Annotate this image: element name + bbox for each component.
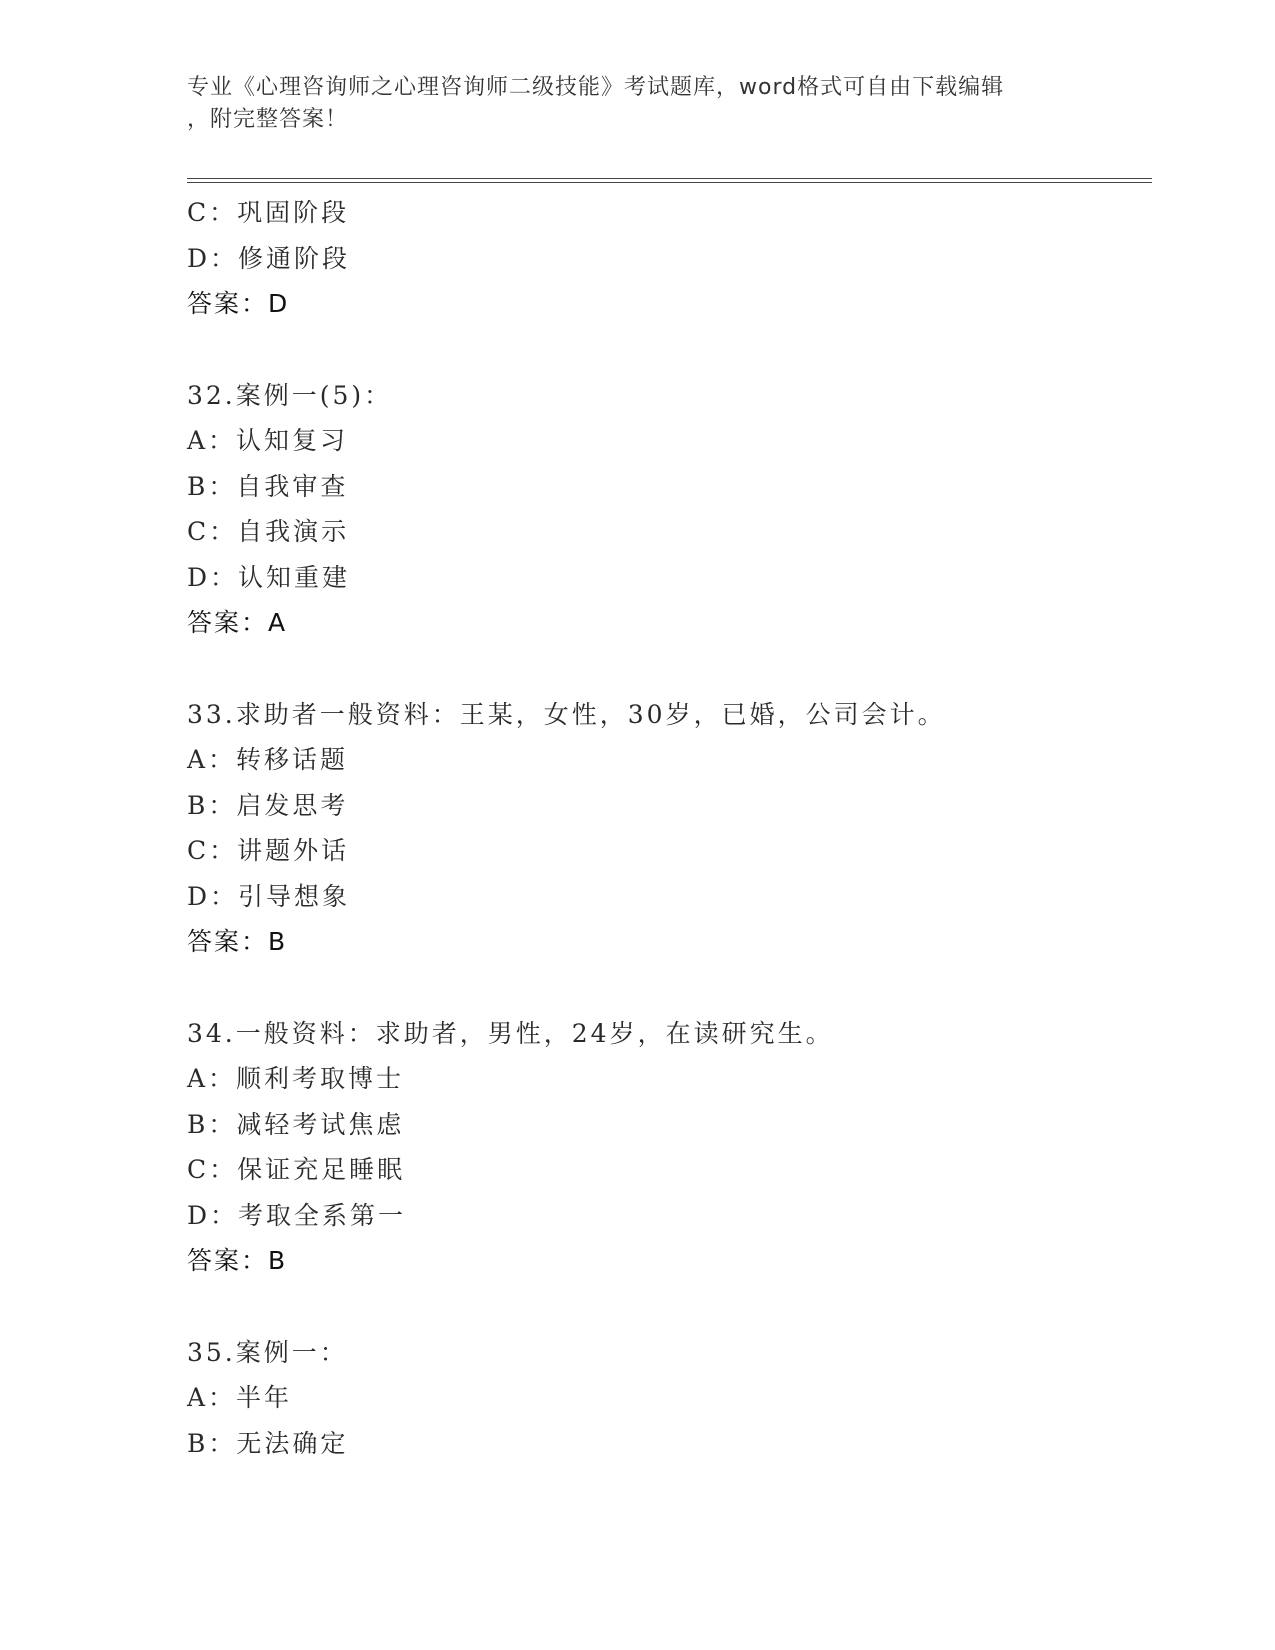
answer-line: 答案：A bbox=[187, 608, 288, 637]
answer-option: C：自我演示 bbox=[187, 517, 350, 546]
header-title-line-2: ，附完整答案！ bbox=[187, 107, 349, 132]
answer-option: A：转移话题 bbox=[187, 745, 349, 774]
document-header bbox=[187, 72, 1087, 136]
question-list bbox=[187, 190, 1147, 1466]
header-title-line-1: 专业《心理咨询师之心理咨询师二级技能》考试题库，word格式可自由下载编辑 bbox=[187, 75, 1005, 100]
header-divider-bottom bbox=[187, 182, 1152, 183]
section-gap bbox=[187, 965, 1147, 1011]
question-stem: 33.求助者一般资料：王某，女性，30岁，已婚，公司会计。 bbox=[187, 699, 946, 729]
answer-option: A：认知复习 bbox=[187, 426, 349, 455]
answer-option: B：自我审查 bbox=[187, 471, 349, 501]
section-gap bbox=[187, 1284, 1147, 1330]
answer-option: D：考取全系第一 bbox=[187, 1200, 407, 1230]
section-gap bbox=[187, 646, 1147, 692]
header-divider-top bbox=[187, 178, 1152, 179]
answer-option: D：认知重建 bbox=[187, 562, 351, 592]
answer-option: B：启发思考 bbox=[187, 790, 349, 820]
answer-option: C：讲题外话 bbox=[187, 836, 350, 865]
answer-option: D：修通阶段 bbox=[187, 243, 351, 273]
answer-option: A：半年 bbox=[187, 1383, 293, 1412]
answer-option: C：巩固阶段 bbox=[187, 198, 350, 227]
question-stem: 32.案例一(5)： bbox=[187, 380, 393, 410]
answer-option: B：无法确定 bbox=[187, 1428, 349, 1458]
answer-option: D：引导想象 bbox=[187, 881, 351, 911]
answer-option: B：减轻考试焦虑 bbox=[187, 1109, 405, 1139]
answer-option: A：顺利考取博士 bbox=[187, 1064, 405, 1093]
answer-line: 答案：B bbox=[187, 1246, 288, 1275]
answer-line: 答案：D bbox=[187, 289, 290, 318]
question-stem: 34.一般资料：求助者，男性，24岁，在读研究生。 bbox=[187, 1018, 834, 1048]
answer-line: 答案：B bbox=[187, 927, 288, 956]
question-stem: 35.案例一： bbox=[187, 1337, 348, 1367]
section-gap bbox=[187, 327, 1147, 373]
answer-option: C：保证充足睡眠 bbox=[187, 1155, 406, 1184]
